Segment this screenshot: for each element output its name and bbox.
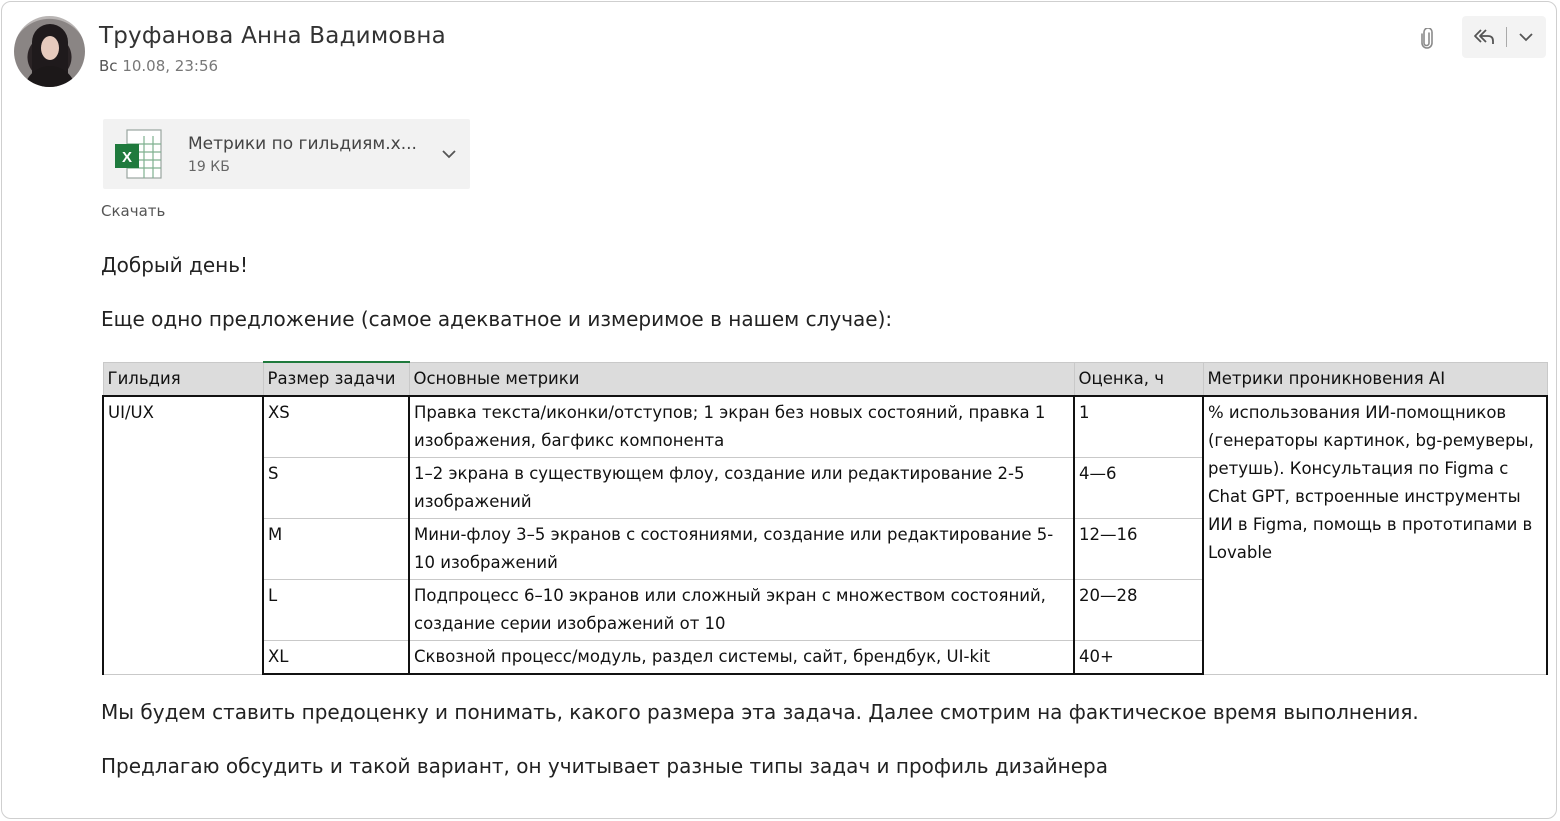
- chevron-down-icon[interactable]: [439, 144, 459, 164]
- date-day: Вс: [99, 57, 118, 75]
- cell-metrics: Подпроцесс 6–10 экранов или сложный экран с множеством состояний, создание серии изображений от 10: [409, 580, 1074, 641]
- cell-size: M: [263, 519, 409, 580]
- header-task-size: Размер задачи: [263, 362, 409, 396]
- paragraph-discuss: Предлагаю обсудить и такой вариант, он учитывает разные типы задач и профиль дизайнера: [101, 754, 1108, 778]
- reply-all-button[interactable]: [1462, 16, 1506, 58]
- cell-guild: UI/UX: [103, 396, 263, 674]
- email-date: [99, 57, 218, 75]
- attachment-card[interactable]: [103, 119, 470, 189]
- cell-size: S: [263, 458, 409, 519]
- header-main-metrics: Основные метрики: [409, 362, 1074, 396]
- cell-estimate: 12—16: [1074, 519, 1203, 580]
- table-row: [103, 396, 1547, 458]
- attachment-name[interactable]: Метрики по гильдиям.x...: [188, 134, 417, 154]
- paragraph-estimate: Мы будем ставить предоценку и понимать, какого размера эта задача. Далее смотрим на фактическое время выполнения.: [101, 700, 1419, 724]
- sender-name[interactable]: Труфанова Анна Вадимовна: [99, 23, 446, 49]
- cell-metrics: Мини-флоу 3–5 экранов с состояниями, создание или редактирование 5-10 изображений: [409, 519, 1074, 580]
- table-header-row: [103, 362, 1547, 396]
- metrics-table: [102, 361, 1548, 675]
- greeting-text: Добрый день!: [101, 253, 249, 277]
- cell-size: L: [263, 580, 409, 641]
- cell-ai-metrics: % использования ИИ-помощников (генераторы картинок, bg-ремуверы, ретушь). Консультация по Figma с Chat GPT, встроенные инструменты ИИ в Figma, помощь в прототипами в Lovable: [1203, 396, 1547, 674]
- paperclip-icon: [1420, 28, 1436, 50]
- email-reading-pane: [1, 1, 1557, 819]
- cell-estimate: 40+: [1074, 641, 1203, 675]
- header-estimate: Оценка, ч: [1074, 362, 1203, 396]
- intro-text: Еще одно предложение (самое адекватное и измеримое в нашем случае):: [101, 307, 893, 331]
- cell-metrics: Сквозной процесс/модуль, раздел системы, сайт, брендбук, UI-kit: [409, 641, 1074, 675]
- attachment-size: 19 КБ: [188, 159, 230, 175]
- cell-metrics: 1–2 экрана в существующем флоу, создание или редактирование 2-5 изображений: [409, 458, 1074, 519]
- avatar[interactable]: [14, 16, 85, 87]
- reply-controls: [1462, 16, 1546, 58]
- reply-all-icon: [1472, 26, 1496, 48]
- cell-metrics: Правка текста/иконки/отступов; 1 экран без новых состояний, правка 1 изображения, багфикс компонента: [409, 396, 1074, 458]
- cell-estimate: 4—6: [1074, 458, 1203, 519]
- download-link[interactable]: Скачать: [101, 202, 166, 220]
- cell-size: XL: [263, 641, 409, 675]
- excel-file-icon: [113, 128, 165, 182]
- more-reply-options-button[interactable]: [1507, 16, 1545, 58]
- svg-text:X: X: [121, 149, 133, 166]
- chevron-down-icon: [1518, 32, 1534, 42]
- header-guild: Гильдия: [103, 362, 263, 396]
- cell-estimate: 20—28: [1074, 580, 1203, 641]
- header-ai-metrics: Метрики проникновения AI: [1203, 362, 1547, 396]
- date-time: 10.08, 23:56: [122, 57, 219, 75]
- cell-size: XS: [263, 396, 409, 458]
- cell-estimate: 1: [1074, 396, 1203, 458]
